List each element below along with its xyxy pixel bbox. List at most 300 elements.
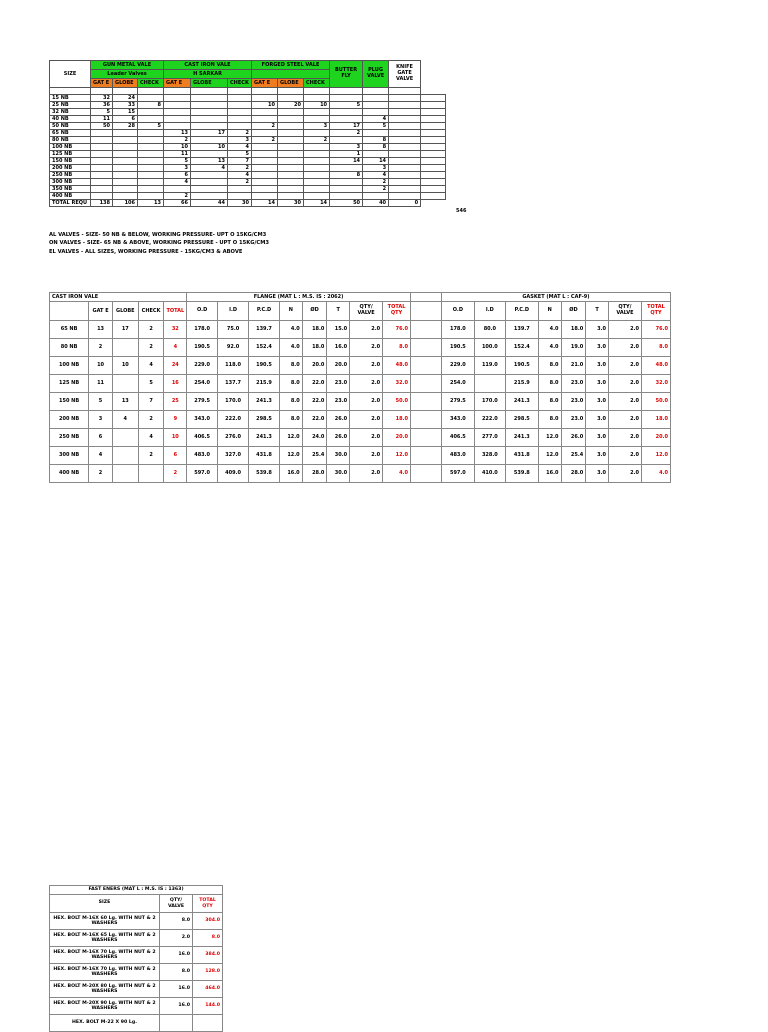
qty-cell: 32 <box>91 95 113 102</box>
sarkar-subheader: H SARKAR <box>164 70 252 79</box>
qty-cell: 13 <box>191 158 228 165</box>
qty-cell <box>138 165 164 172</box>
gasket-cell: 4.0 <box>538 339 561 357</box>
check-cell: 2 <box>138 321 164 339</box>
qty-cell <box>138 193 164 200</box>
flange-cell: 8.0 <box>383 339 411 357</box>
gasket-cell: 2.0 <box>608 357 641 375</box>
qty-cell <box>138 186 164 193</box>
table-row <box>50 429 671 447</box>
flange-cell: 4.0 <box>279 321 302 339</box>
globe-cell: 13 <box>112 393 138 411</box>
qty-cell: 5 <box>330 102 363 109</box>
fastener-qty-cell: 8.0 <box>160 964 193 981</box>
total-cell: 14 <box>252 200 278 207</box>
table-row <box>50 357 671 375</box>
flange-cell: 12.0 <box>279 429 302 447</box>
qty-cell: 5 <box>138 123 164 130</box>
table-row <box>50 321 671 339</box>
qty-cell: 8 <box>330 172 363 179</box>
table-row <box>50 137 446 144</box>
butterfly-header: BUTTER FLY <box>330 61 363 88</box>
flange-cell: 30.0 <box>327 447 350 465</box>
gate-col-header: GAT E <box>91 79 113 88</box>
gasket-cell: 100.0 <box>474 339 505 357</box>
qty-cell: 6 <box>113 116 138 123</box>
gasket-cell: 222.0 <box>474 411 505 429</box>
table-row <box>50 123 446 130</box>
qty-cell: 13 <box>164 130 191 137</box>
qty-cell <box>304 116 330 123</box>
flange-cell: 539.8 <box>249 465 280 483</box>
flange-cell: 254.0 <box>187 375 218 393</box>
size-cell: 80 NB <box>50 137 91 144</box>
gasket-col-header: T <box>586 302 609 321</box>
qty-cell <box>138 130 164 137</box>
table-row <box>50 930 223 947</box>
check-cell: 2 <box>138 411 164 429</box>
flange-col-header: O.D <box>187 302 218 321</box>
qty-cell: 33 <box>113 102 138 109</box>
size-cell: 150 NB <box>50 393 89 411</box>
size-cell: 200 NB <box>50 411 89 429</box>
col-header: CHECK <box>138 302 164 321</box>
qty-cell: 3 <box>363 165 389 172</box>
table-row <box>50 186 446 193</box>
gasket-cell: 19.0 <box>561 339 586 357</box>
qty-cell <box>113 151 138 158</box>
gasket-cell: 431.8 <box>505 447 538 465</box>
gasket-cell: 3.0 <box>586 393 609 411</box>
flange-cell: 18.0 <box>302 321 327 339</box>
qty-cell <box>330 165 363 172</box>
spacer-cell <box>410 447 441 465</box>
size-cell: 65 NB <box>50 321 89 339</box>
qty-cell: 11 <box>164 151 191 158</box>
gasket-cell: 76.0 <box>641 321 670 339</box>
globe-cell <box>112 447 138 465</box>
gasket-cell: 406.5 <box>441 429 474 447</box>
qty-cell <box>278 165 304 172</box>
qty-cell <box>389 123 421 130</box>
fastener-desc-cell: HEX. BOLT M-16X 60 Lg. WITH NUT & 2 WASHERS <box>50 913 160 930</box>
total-cell: 14 <box>304 200 330 207</box>
table-row <box>50 465 671 483</box>
flange-cell: 8.0 <box>279 393 302 411</box>
qty-cell <box>228 102 252 109</box>
table-row <box>50 144 446 151</box>
total-cell: 30 <box>228 200 252 207</box>
size-cell: 32 NB <box>50 109 91 116</box>
qty-cell: 2 <box>252 123 278 130</box>
qty-cell <box>138 179 164 186</box>
spacer-cell <box>410 465 441 483</box>
check-cell: 2 <box>138 339 164 357</box>
qty-cell <box>330 109 363 116</box>
globe-cell: 17 <box>112 321 138 339</box>
qty-cell: 3 <box>330 144 363 151</box>
table-row <box>50 130 446 137</box>
qty-cell: 4 <box>363 116 389 123</box>
flange-cell: 406.5 <box>187 429 218 447</box>
flange-cell: 2.0 <box>350 429 383 447</box>
table-row <box>50 95 446 102</box>
qty-cell <box>421 109 446 116</box>
qty-cell <box>113 186 138 193</box>
gasket-cell: 18.0 <box>561 321 586 339</box>
qty-cell: 2 <box>252 137 278 144</box>
qty-cell <box>304 109 330 116</box>
total-cell: 25 <box>164 393 187 411</box>
qty-cell <box>389 158 421 165</box>
spacer-cell <box>410 339 441 357</box>
size-cell: 300 NB <box>50 179 91 186</box>
qty-cell <box>278 186 304 193</box>
gasket-cell: 21.0 <box>561 357 586 375</box>
flange-cell: 2.0 <box>350 447 383 465</box>
gasket-cell: 279.5 <box>441 393 474 411</box>
fastener-total-cell: 128.0 <box>193 964 223 981</box>
qty-cell <box>138 172 164 179</box>
qty-cell <box>421 102 446 109</box>
flange-cell: 190.5 <box>187 339 218 357</box>
qty-cell <box>421 130 446 137</box>
table-row <box>50 102 446 109</box>
flange-cell: 152.4 <box>249 339 280 357</box>
total-cell: 138 <box>91 200 113 207</box>
flange-col-header: N <box>279 302 302 321</box>
flange-cell: 28.0 <box>302 465 327 483</box>
qty-cell <box>421 172 446 179</box>
gasket-cell: 298.5 <box>505 411 538 429</box>
table-row <box>50 913 223 930</box>
qty-cell <box>363 130 389 137</box>
flange-cell: 92.0 <box>218 339 249 357</box>
total-cell: 44 <box>191 200 228 207</box>
gate-cell: 3 <box>89 411 113 429</box>
qty-cell <box>304 130 330 137</box>
qty-cell: 50 <box>91 123 113 130</box>
gasket-col-header: I.D <box>474 302 505 321</box>
qty-cell <box>252 179 278 186</box>
qty-cell <box>278 158 304 165</box>
qty-cell <box>113 130 138 137</box>
qty-cell: 5 <box>363 123 389 130</box>
gasket-cell: 8.0 <box>538 411 561 429</box>
qty-cell <box>252 172 278 179</box>
qty-cell: 14 <box>363 158 389 165</box>
gasket-cell: 18.0 <box>641 411 670 429</box>
flange-cell: 2.0 <box>350 393 383 411</box>
qty-cell <box>363 151 389 158</box>
qty-cell <box>191 193 228 200</box>
qty-cell: 8 <box>363 137 389 144</box>
gate-cell: 4 <box>89 447 113 465</box>
gasket-cell: 50.0 <box>641 393 670 411</box>
col-header: TOTAL <box>164 302 187 321</box>
gasket-cell: 483.0 <box>441 447 474 465</box>
qty-cell <box>191 179 228 186</box>
fastener-qty-cell: 16.0 <box>160 947 193 964</box>
total-cell: 13 <box>138 200 164 207</box>
qty-cell <box>278 95 304 102</box>
qty-cell <box>421 193 446 200</box>
qty-cell <box>304 144 330 151</box>
qty-cell <box>113 144 138 151</box>
qty-cell <box>278 179 304 186</box>
flange-cell: 8.0 <box>279 357 302 375</box>
total-cell: 16 <box>164 375 187 393</box>
table-row <box>50 151 446 158</box>
qty-cell <box>389 193 421 200</box>
size-cell: 200 NB <box>50 165 91 172</box>
gasket-cell: 119.0 <box>474 357 505 375</box>
fastener-qty-cell: 16.0 <box>160 981 193 998</box>
flange-cell: 2.0 <box>350 465 383 483</box>
qty-cell: 24 <box>113 95 138 102</box>
cast-iron-header: CAST IRON VALE <box>164 61 252 70</box>
qty-cell <box>138 95 164 102</box>
size-cell: 15 NB <box>50 95 91 102</box>
gasket-cell: 23.0 <box>561 411 586 429</box>
flange-cell: 241.3 <box>249 429 280 447</box>
qty-cell <box>389 165 421 172</box>
gasket-col-header: ØD <box>561 302 586 321</box>
flange-cell: 2.0 <box>350 411 383 429</box>
qty-cell <box>91 137 113 144</box>
qty-cell <box>138 158 164 165</box>
qty-cell <box>191 123 228 130</box>
gasket-cell: 48.0 <box>641 357 670 375</box>
qty-cell <box>304 193 330 200</box>
qty-cell <box>138 137 164 144</box>
gasket-cell: 254.0 <box>441 375 474 393</box>
table-row <box>50 158 446 165</box>
knife-gate-header: KNIFE GATE VALVE <box>389 61 421 88</box>
total-cell: 32 <box>164 321 187 339</box>
qty-cell: 17 <box>330 123 363 130</box>
flange-cell: 22.0 <box>302 375 327 393</box>
qty-cell <box>252 144 278 151</box>
qty-cell <box>228 193 252 200</box>
gasket-cell: 343.0 <box>441 411 474 429</box>
flange-col-header: TOTAL QTY <box>383 302 411 321</box>
gasket-cell: 23.0 <box>561 375 586 393</box>
gasket-cell: 215.9 <box>505 375 538 393</box>
gate-cell: 5 <box>89 393 113 411</box>
table-row <box>50 339 671 357</box>
gasket-cell: 25.4 <box>561 447 586 465</box>
qty-cell: 2 <box>164 193 191 200</box>
qty-cell: 5 <box>228 151 252 158</box>
forged-blank-subheader <box>252 70 330 79</box>
globe-cell: 10 <box>112 357 138 375</box>
size-cell: 250 NB <box>50 429 89 447</box>
gasket-cell: 8.0 <box>641 339 670 357</box>
gasket-cell: 23.0 <box>561 393 586 411</box>
table-row <box>50 165 446 172</box>
qty-cell: 2 <box>363 179 389 186</box>
size-cell: 125 NB <box>50 151 91 158</box>
gasket-cell: 4.0 <box>641 465 670 483</box>
cast-iron-valve-header: CAST IRON VALE <box>50 293 187 302</box>
flange-cell: 276.0 <box>218 429 249 447</box>
fastener-desc-cell: HEX. BOLT M-16X 70 Lg. WITH NUT & 2 WASHERS <box>50 947 160 964</box>
gasket-cell: 3.0 <box>586 339 609 357</box>
working-pressure-notes <box>49 231 269 256</box>
gasket-cell: 410.0 <box>474 465 505 483</box>
qty-cell <box>330 137 363 144</box>
qty-cell <box>278 130 304 137</box>
size-cell: 250 NB <box>50 172 91 179</box>
qty-cell: 15 <box>113 109 138 116</box>
gasket-cell: 32.0 <box>641 375 670 393</box>
flange-cell: 2.0 <box>350 339 383 357</box>
gasket-col-header: TOTAL QTY <box>641 302 670 321</box>
flange-cell: 229.0 <box>187 357 218 375</box>
flange-cell: 222.0 <box>218 411 249 429</box>
size-cell: 350 NB <box>50 186 91 193</box>
fastener-total-cell: 384.0 <box>193 947 223 964</box>
qty-cell: 8 <box>363 144 389 151</box>
size-cell: 400 NB <box>50 193 91 200</box>
qty-cell: 2 <box>330 130 363 137</box>
fastener-qty-cell: 8.0 <box>160 913 193 930</box>
qty-cell <box>389 144 421 151</box>
fastener-total-cell <box>193 1015 223 1032</box>
note-line: EL VALVES - ALL SIZES, WORKING PRESSURE - 15KG/CM3 & ABOVE <box>49 248 243 255</box>
gasket-cell: 328.0 <box>474 447 505 465</box>
flange-cell: 483.0 <box>187 447 218 465</box>
qty-cell <box>252 109 278 116</box>
flange-cell: 431.8 <box>249 447 280 465</box>
table-row <box>50 981 223 998</box>
flange-col-header: P.C.D <box>249 302 280 321</box>
total-cell: 106 <box>113 200 138 207</box>
qty-cell <box>191 172 228 179</box>
flange-col-header: T <box>327 302 350 321</box>
qty-cell <box>278 172 304 179</box>
qty-cell <box>304 179 330 186</box>
gasket-cell: 8.0 <box>538 393 561 411</box>
flange-cell: 48.0 <box>383 357 411 375</box>
fastener-total-header: TOTAL QTY <box>193 895 223 913</box>
qty-cell <box>228 109 252 116</box>
total-cell: 9 <box>164 411 187 429</box>
gasket-cell: 8.0 <box>538 357 561 375</box>
gasket-cell: 26.0 <box>561 429 586 447</box>
qty-cell <box>363 95 389 102</box>
gasket-cell: 170.0 <box>474 393 505 411</box>
qty-cell: 4 <box>191 165 228 172</box>
qty-cell: 3 <box>164 165 191 172</box>
qty-cell <box>252 116 278 123</box>
flange-cell: 30.0 <box>327 465 350 483</box>
flange-cell: 241.3 <box>249 393 280 411</box>
qty-cell <box>278 109 304 116</box>
totals-row <box>50 200 446 207</box>
size-cell: 80 NB <box>50 339 89 357</box>
size-header: SIZE <box>50 61 91 88</box>
spacer-cell <box>410 302 441 321</box>
qty-cell <box>228 123 252 130</box>
qty-cell <box>278 137 304 144</box>
table-row <box>50 179 446 186</box>
flange-cell: 75.0 <box>218 321 249 339</box>
qty-cell: 10 <box>191 144 228 151</box>
gasket-cell: 2.0 <box>608 321 641 339</box>
qty-cell: 28 <box>113 123 138 130</box>
gasket-cell: 2.0 <box>608 393 641 411</box>
size-cell: 25 NB <box>50 102 91 109</box>
size-cell: 65 NB <box>50 130 91 137</box>
qty-cell: 10 <box>252 102 278 109</box>
flange-cell: 18.0 <box>383 411 411 429</box>
flange-cell: 25.4 <box>302 447 327 465</box>
globe-col-header: GLOBE <box>191 79 228 88</box>
valve-requirement-table <box>49 60 446 207</box>
qty-cell <box>389 137 421 144</box>
qty-cell: 36 <box>91 102 113 109</box>
gasket-cell: 8.0 <box>538 375 561 393</box>
gate-col-header: GAT E <box>252 79 278 88</box>
qty-cell <box>421 95 446 102</box>
qty-cell <box>138 151 164 158</box>
qty-cell <box>330 186 363 193</box>
qty-cell <box>421 116 446 123</box>
gasket-col-header: P.C.D <box>505 302 538 321</box>
leader-valves-subheader: Leader Valves <box>91 70 164 79</box>
fasteners-table <box>49 885 223 1032</box>
qty-cell: 4 <box>228 144 252 151</box>
qty-cell: 8 <box>138 102 164 109</box>
flange-cell: 137.7 <box>218 375 249 393</box>
flange-cell: 327.0 <box>218 447 249 465</box>
qty-cell <box>113 165 138 172</box>
fastener-desc-cell: HEX. BOLT M-16X 65 Lg. WITH NUT & 2 WASHERS <box>50 930 160 947</box>
qty-cell: 3 <box>228 137 252 144</box>
total-cell: 4 <box>164 339 187 357</box>
qty-cell <box>91 165 113 172</box>
qty-cell <box>389 186 421 193</box>
qty-cell <box>252 193 278 200</box>
gasket-cell: 539.8 <box>505 465 538 483</box>
gasket-cell: 2.0 <box>608 447 641 465</box>
check-col-header: CHECK <box>228 79 252 88</box>
flange-cell: 50.0 <box>383 393 411 411</box>
globe-cell: 4 <box>112 411 138 429</box>
flange-cell: 409.0 <box>218 465 249 483</box>
gasket-cell: 3.0 <box>586 429 609 447</box>
spacer-cell <box>410 429 441 447</box>
fastener-desc-cell: HEX. BOLT M-22 X 90 Lg. <box>50 1015 160 1032</box>
gasket-cell: 152.4 <box>505 339 538 357</box>
size-cell: 400 NB <box>50 465 89 483</box>
gate-cell: 11 <box>89 375 113 393</box>
spacer-cell <box>410 357 441 375</box>
flange-cell: 190.5 <box>249 357 280 375</box>
total-cell: 40 <box>363 200 389 207</box>
qty-cell <box>164 123 191 130</box>
spacer-cell <box>410 411 441 429</box>
table-row <box>50 193 446 200</box>
check-cell: 4 <box>138 429 164 447</box>
flange-cell: 16.0 <box>327 339 350 357</box>
fastener-size-header: SIZE <box>50 895 160 913</box>
qty-cell: 7 <box>228 158 252 165</box>
check-cell: 4 <box>138 357 164 375</box>
qty-cell <box>330 116 363 123</box>
